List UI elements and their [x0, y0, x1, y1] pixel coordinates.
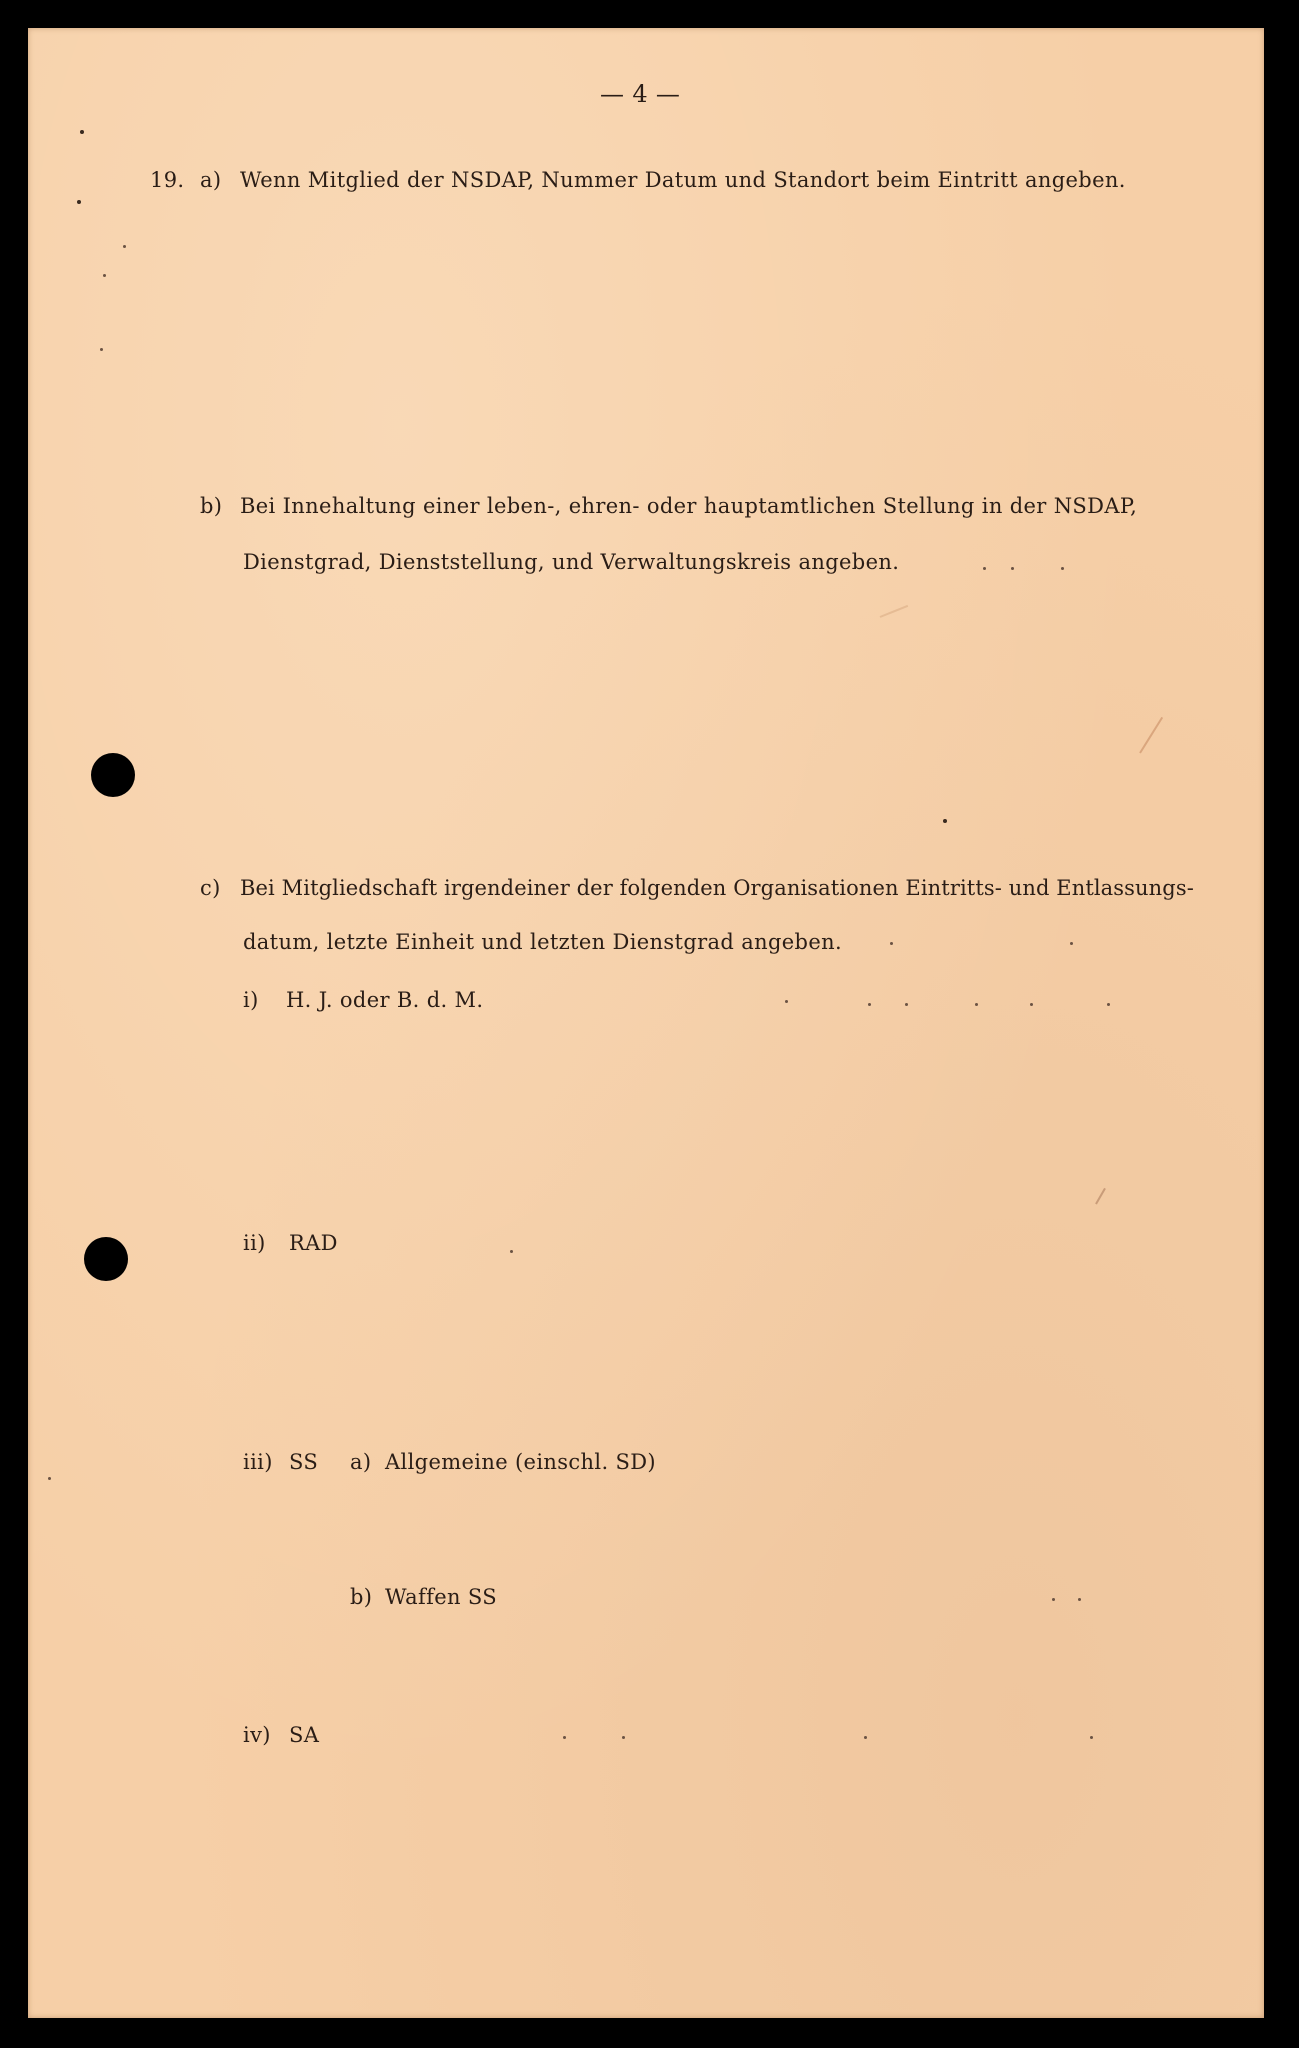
paper-speck: [983, 567, 986, 570]
item-c-marker: c): [200, 876, 221, 900]
paper-speck: [48, 1477, 51, 1480]
item-c-iii-b-label: Waffen SS: [385, 1585, 498, 1609]
item-c-iv-marker: iv): [243, 1723, 271, 1747]
item-c-iv-label: SA: [289, 1723, 320, 1747]
paper-speck: [103, 274, 106, 277]
paper-speck: [975, 1003, 978, 1006]
page-number: — 4 —: [600, 80, 681, 108]
paper-speck: [100, 348, 103, 351]
item-c-ii-marker: ii): [243, 1231, 266, 1255]
item-c-line2: datum, letzte Einheit und letzten Dienstgrad angeben.: [243, 930, 842, 954]
item-c-i-marker: i): [243, 988, 259, 1012]
question-number: 19.: [150, 168, 185, 192]
item-c-iii-b-marker: b): [350, 1585, 373, 1609]
item-c-ii-label: RAD: [289, 1231, 338, 1255]
item-c-iii-a-marker: a): [350, 1450, 372, 1474]
paper-speck: [943, 819, 947, 823]
item-c-iii-label: SS: [289, 1450, 319, 1474]
item-c-i-label: H. J. oder B. d. M.: [286, 988, 484, 1012]
paper-speck: [785, 1000, 788, 1003]
item-c-line1: Bei Mitgliedschaft irgendeiner der folgenden Organisationen Eintritts- und Entlassungs-: [240, 876, 1194, 900]
paper-speck: [1078, 1598, 1081, 1601]
item-b-line2: Dienstgrad, Dienststellung, und Verwaltungskreis angeben.: [243, 550, 900, 574]
item-b-line1: Bei Innehaltung einer leben-, ehren- oder hauptamtlichen Stellung in der NSDAP,: [240, 494, 1138, 518]
paper-speck: [1011, 567, 1014, 570]
paper-speck: [622, 1736, 625, 1739]
paper-speck: [890, 942, 893, 945]
paper-speck: [80, 130, 84, 134]
paper-speck: [1030, 1003, 1033, 1006]
paper-speck: [510, 1250, 513, 1253]
paper-speck: [563, 1736, 566, 1739]
paper-speck: [1070, 942, 1073, 945]
item-c-iii-a-label: Allgemeine (einschl. SD): [385, 1450, 656, 1474]
item-a-text: Wenn Mitglied der NSDAP, Nummer Datum und Standort beim Eintritt angeben.: [240, 168, 1126, 192]
paper-speck: [864, 1736, 867, 1739]
document-page: [28, 28, 1264, 2018]
paper-speck: [1061, 567, 1064, 570]
paper-speck: [868, 1003, 871, 1006]
paper-speck: [1107, 1003, 1110, 1006]
item-a-marker: a): [200, 168, 222, 192]
punch-hole-upper: [91, 753, 135, 797]
paper-speck: [1052, 1598, 1055, 1601]
item-c-iii-marker: iii): [243, 1450, 273, 1474]
paper-speck: [77, 200, 81, 204]
punch-hole-lower: [84, 1237, 128, 1281]
item-b-marker: b): [200, 494, 223, 518]
paper-speck: [905, 1003, 908, 1006]
paper-speck: [1090, 1736, 1093, 1739]
paper-speck: [123, 245, 126, 248]
